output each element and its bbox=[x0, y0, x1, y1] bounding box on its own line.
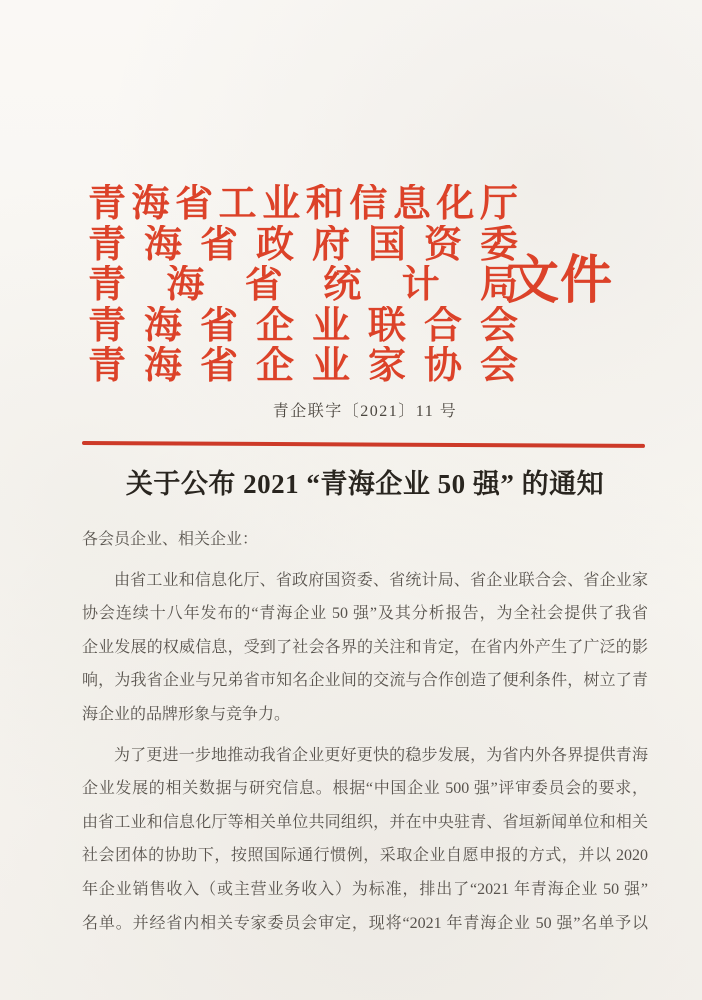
paragraph bbox=[82, 739, 648, 941]
agency-name-line: 青海省工业和信息化厅 bbox=[88, 184, 518, 225]
body-line: 名单。并经省内相关专家委员会审定，现将“2021 年青海企业 50 强”名单予以 bbox=[82, 914, 648, 932]
body-line: 响，为我省企业与兄弟省市知名企业间的交流与合作创造了便利条件，树立了青 bbox=[82, 672, 648, 690]
agency-name-line: 青海省企业联合会 bbox=[88, 305, 518, 346]
agency-name-line: 青海省政府国资委 bbox=[88, 224, 518, 265]
reference-number: 青企联字〔2021〕11 号 bbox=[272, 403, 458, 420]
body-line: 由省工业和信息化厅等相关单位共同组织，并在中央驻青、省垣新闻单位和相关 bbox=[82, 813, 648, 831]
body-line: 由省工业和信息化厅、省政府国资委、省统计局、省企业联合会、省企业家 bbox=[114, 571, 648, 589]
letterhead-document-label: 文件 bbox=[507, 253, 614, 310]
body-line: 社会团体的协助下，按照国际通行惯例，采取企业自愿申报的方式，并以 2020 bbox=[82, 847, 648, 865]
letterhead-agency-lines bbox=[88, 184, 518, 387]
body-line: 为了更进一步地推动我省企业更好更快的稳步发展，为省内外各界提供青海 bbox=[114, 746, 648, 764]
body-line: 协会连续十八年发布的“青海企业 50 强”及其分析报告，为全社会提供了我省 bbox=[82, 605, 648, 623]
paragraph bbox=[82, 564, 648, 732]
red-divider-rule bbox=[82, 441, 645, 448]
body-line: 企业发展的相关数据与研究信息。根据“中国企业 500 强”评审委员会的要求， bbox=[82, 780, 648, 798]
body-paragraphs bbox=[82, 564, 648, 941]
body-line: 海企业的品牌形象与竞争力。 bbox=[82, 705, 291, 723]
body-line: 企业发展的权威信息，受到了社会各界的关注和肯定，在省内外产生了广泛的影 bbox=[82, 638, 648, 656]
document-title: 关于公布 2021 “青海企业 50 强” 的通知 bbox=[125, 469, 605, 499]
salutation-line: 各会员企业、相关企业： bbox=[82, 531, 259, 548]
body-line: 年企业销售收入（或主营业务收入）为标准，排出了“2021 年青海企业 50 强” bbox=[82, 880, 648, 898]
document-body bbox=[82, 523, 648, 940]
agency-name-line: 青海省统计局 bbox=[88, 265, 518, 306]
agency-name-line: 青海省企业家协会 bbox=[88, 346, 518, 387]
